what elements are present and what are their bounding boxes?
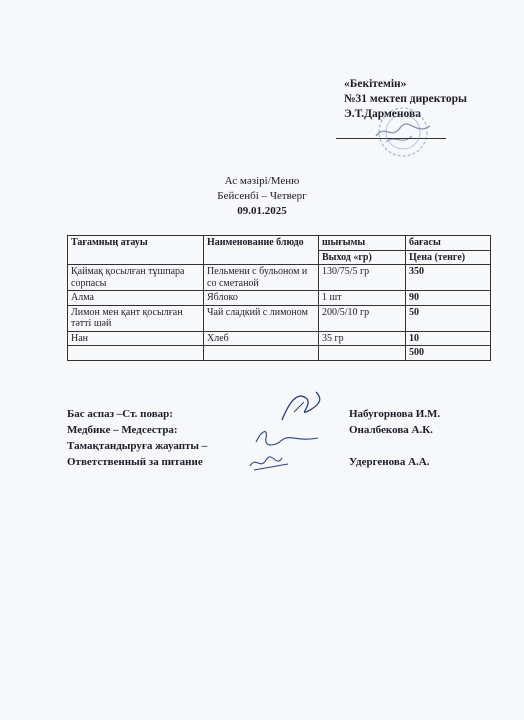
- cell-price: 90: [406, 291, 491, 306]
- header-name-kz: Тағамның атауы: [68, 236, 204, 265]
- table-row: [68, 291, 491, 306]
- cell-price: 10: [406, 331, 491, 346]
- cook-role: Бас аспаз –Ст. повар:: [67, 408, 173, 420]
- header-output-kz: шығымы: [319, 236, 406, 251]
- table-row: [68, 265, 491, 291]
- cell-name-kz: Қаймақ қосылған тұшпара сорпасы: [68, 265, 204, 291]
- cell-total: 500: [406, 346, 491, 361]
- cell-name-ru: Пельмени с бульоном и со сметаной: [204, 265, 319, 291]
- spacer: [349, 438, 440, 454]
- header-price-kz: бағасы: [406, 236, 491, 251]
- header-price-ru: Цена (тенге): [406, 250, 491, 265]
- cell-output: 1 шт: [319, 291, 406, 306]
- cell-name-ru: Яблоко: [204, 291, 319, 306]
- signature-roles: [67, 406, 207, 470]
- faint-mark: · · ·: [252, 46, 260, 51]
- table-header-row: [68, 236, 491, 251]
- cell-output: 35 гр: [319, 331, 406, 346]
- table-row: [68, 305, 491, 331]
- cell-name-ru: Хлеб: [204, 331, 319, 346]
- resp-name: Удергенова А.А.: [349, 456, 430, 468]
- cell-output: 200/5/10 гр: [319, 305, 406, 331]
- resp-signature-icon: [246, 452, 292, 474]
- cell-name-kz: Нан: [68, 331, 204, 346]
- resp-role-kz: Тамақтандыруға жауапты –: [67, 440, 208, 452]
- cook-name: Набугорнова И.М.: [349, 408, 441, 420]
- header-output-ru: Выход «гр): [319, 250, 406, 265]
- cell-name-kz: Лимон мен қант қосылған тәтті шәй: [68, 305, 204, 331]
- approval-school: №31 мектеп директоры: [344, 93, 467, 105]
- cell-empty: [68, 346, 204, 361]
- approval-director: Э.Т.Дарменова: [344, 108, 421, 120]
- cell-empty: [319, 346, 406, 361]
- table-total-row: [68, 346, 491, 361]
- approval-title: «Бекітемін»: [344, 78, 407, 90]
- cell-price: 350: [406, 265, 491, 291]
- cell-name-ru: Чай сладкий с лимоном: [204, 305, 319, 331]
- menu-title: Ас мәзірі/Меню: [224, 175, 300, 187]
- menu-table: [67, 235, 491, 361]
- resp-role-ru: Ответственный за питание: [67, 456, 203, 468]
- nurse-role: Медбике – Медсестра:: [67, 424, 178, 436]
- cook-signature-icon: [276, 390, 324, 426]
- menu-header: [0, 174, 524, 219]
- cell-name-kz: Алма: [68, 291, 204, 306]
- nurse-name: Оналбекова А.К.: [349, 424, 433, 436]
- header-name-ru: Наименование блюдо: [204, 236, 319, 265]
- nurse-signature-icon: [252, 424, 322, 450]
- signature-names: [349, 406, 440, 470]
- menu-days: Бейсенбі – Четверг: [217, 190, 307, 202]
- menu-date: 09.01.2025: [237, 205, 287, 217]
- cell-price: 50: [406, 305, 491, 331]
- stamp-signature-icon: [372, 106, 434, 158]
- cell-output: 130/75/5 гр: [319, 265, 406, 291]
- cell-empty: [204, 346, 319, 361]
- table-row: [68, 331, 491, 346]
